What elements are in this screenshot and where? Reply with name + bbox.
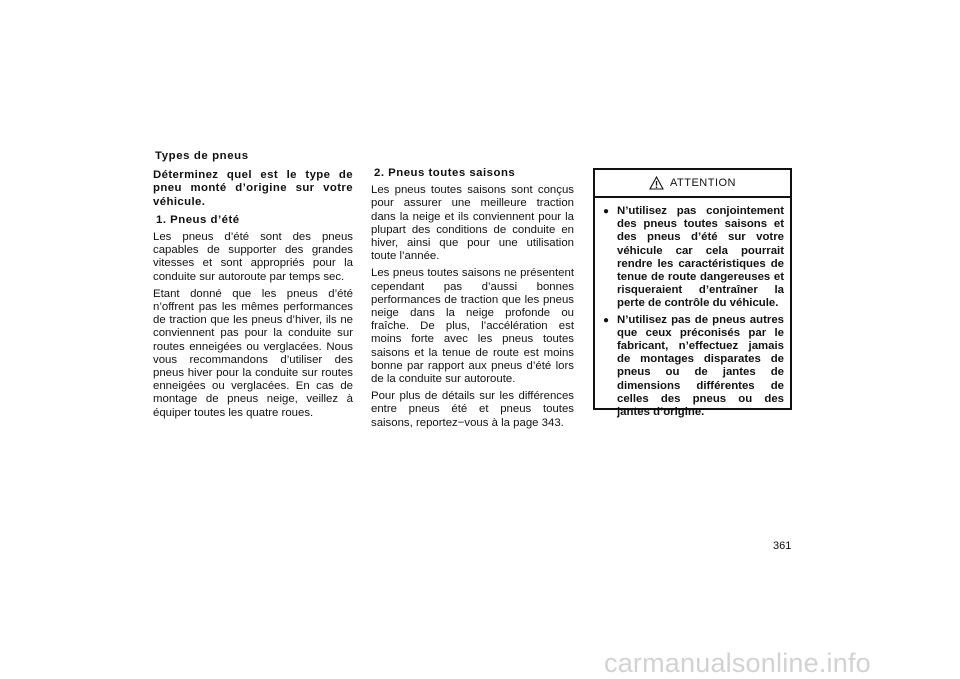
section-heading: Types de pneus [155,150,249,162]
warning-triangle-icon [649,176,664,190]
subheading-summer-tires: 1. Pneus d’été [156,213,240,226]
warning-item [603,205,784,311]
warning-title: ATTENTION [669,177,736,189]
bullet: ● [603,206,610,217]
warning-item-text: N’utilisez pas conjointement des pneus toutes saisons et des pneus d’été sur votre véhicule car cela pourrait rendre les caractéristiques de tenue de route dangereuses et risqueraient d’entraîner la perte de contrôle du véhicule. [617,205,784,310]
all-season-paragraph-2: Les pneus toutes saisons ne présentent cependant pas d’aussi bonnes performances de traction que les pneus neige dans la neige profonde ou fraîche. De plus, l’accélération est moins forte avec les pneus toutes saisons et la tenue de route est moins bonne par rapport aux pneus d’été lors de la conduite sur autoroute. [371,267,574,386]
warning-box [593,168,792,419]
warning-header [595,170,790,198]
left-column [153,150,353,424]
warning-item-text: N’utilisez pas de pneus autres que ceux préconisés par le fabricant, n’effectuez jamais de montages disparates de pneus ou de jantes de dimensions différentes de celles des pneus ou des jantes d’origine. [617,313,784,419]
intro-paragraph: Déterminez quel est le type de pneu monté d’origine sur votre véhicule. [153,169,353,208]
summer-tires-paragraph-2: Etant donné que les pneus d’été n’offrent pas les mêmes performances de traction que les pneus d’hiver, ils ne conviennent pas pour la conduite sur routes enneigées ou verglacées. Nous vous recommandons d’utiliser des pneus hiver pour la conduite sur routes enneigées ou verglacées. En cas de montage de pneus neige, veillez à équiper toutes les quatre roues. [153,287,353,419]
all-season-paragraph-1: Les pneus toutes saisons sont conçus pour assurer une meilleure traction dans la neige et ils conviennent pour la plupart des conditions de conduite en hiver, ainsi que pour une utilisation toute l’année. [371,184,574,263]
subheading-all-season-tires: 2. Pneus toutes saisons [374,167,516,179]
bullet: ● [603,314,610,326]
warning-list [595,198,790,419]
warning-item [603,314,784,420]
all-season-paragraph-3: Pour plus de détails sur les différences entre pneus été et pneus toutes saisons, reportez−vous à la page 343. [371,390,574,429]
watermark: carmanualsonline.info [604,648,871,678]
page-number: 361 [773,540,792,552]
summer-tires-paragraph-1: Les pneus d’été sont des pneus capables de supporter des grandes vitesses et sont appropriés pour la conduite sur autoroute par temps sec. [153,231,353,283]
middle-column [371,167,574,434]
